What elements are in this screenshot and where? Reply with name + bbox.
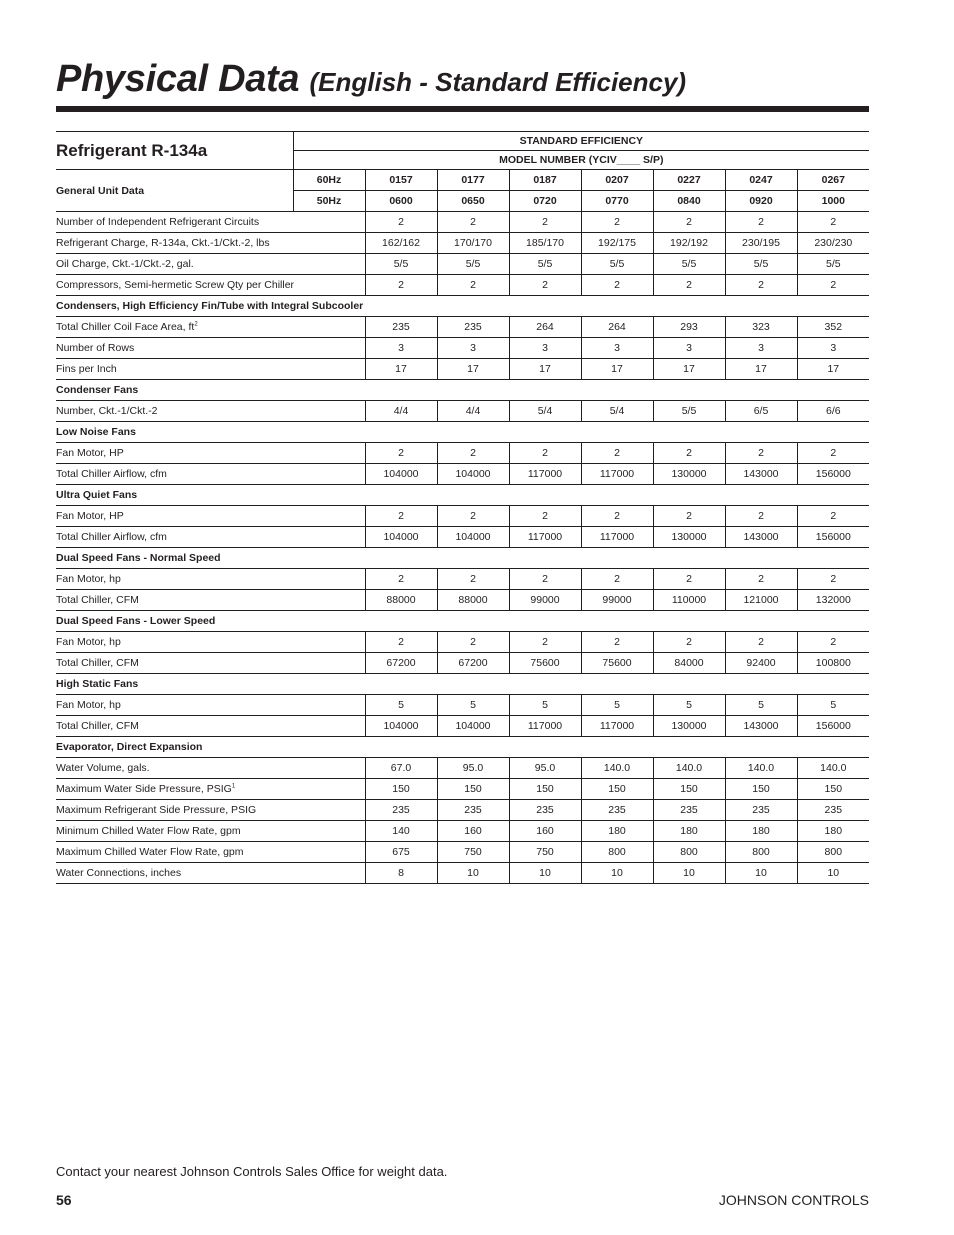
table-row (56, 254, 869, 275)
brand-name: JOHNSON CONTROLS (718, 1192, 869, 1208)
value-cell: 2 (365, 212, 437, 233)
value-cell: 110000 (653, 590, 725, 611)
section-row (56, 737, 869, 758)
model-60-cell: 0207 (581, 170, 653, 191)
value-cell: 2 (797, 212, 869, 233)
value-cell: 800 (581, 842, 653, 863)
section-row (56, 548, 869, 569)
value-cell: 5/4 (509, 401, 581, 422)
value-cell: 117000 (509, 464, 581, 485)
value-cell: 130000 (653, 527, 725, 548)
value-cell: 117000 (581, 527, 653, 548)
value-cell: 2 (725, 443, 797, 464)
value-cell: 180 (797, 821, 869, 842)
row-label: Maximum Water Side Pressure, PSIG (56, 783, 232, 795)
value-cell: 2 (365, 569, 437, 590)
row-label-cell (56, 821, 365, 842)
table-row (56, 359, 869, 380)
value-cell: 160 (509, 821, 581, 842)
section-row (56, 485, 869, 506)
value-cell: 117000 (509, 716, 581, 737)
value-cell: 2 (437, 275, 509, 296)
row-label: Total Chiller Airflow, cfm (56, 468, 167, 480)
row-label-cell (56, 464, 365, 485)
value-cell: 5/5 (509, 254, 581, 275)
value-cell: 264 (581, 317, 653, 338)
footnote-marker: 1 (231, 783, 236, 790)
row-label: Total Chiller Airflow, cfm (56, 531, 167, 543)
value-cell: 150 (365, 779, 437, 800)
table-row (56, 632, 869, 653)
value-cell: 8 (365, 863, 437, 884)
value-cell: 2 (365, 632, 437, 653)
value-cell: 2 (437, 443, 509, 464)
row-label-cell (56, 233, 365, 254)
value-cell: 2 (509, 275, 581, 296)
table-row (56, 527, 869, 548)
row-label: Fan Motor, hp (56, 699, 121, 711)
row-label: Fan Motor, hp (56, 636, 121, 648)
value-cell: 4/4 (365, 401, 437, 422)
row-label-cell (56, 506, 365, 527)
row-label: Fan Motor, HP (56, 510, 124, 522)
table-row (56, 590, 869, 611)
value-cell: 750 (509, 842, 581, 863)
model-60-cell: 0267 (797, 170, 869, 191)
row-label-cell (56, 212, 365, 233)
value-cell: 75600 (581, 653, 653, 674)
row-label: Oil Charge, Ckt.-1/Ckt.-2, gal. (56, 258, 194, 270)
value-cell: 235 (653, 800, 725, 821)
page-title-main: Physical Data (56, 58, 300, 100)
section-row (56, 674, 869, 695)
value-cell: 3 (509, 338, 581, 359)
value-cell: 2 (797, 275, 869, 296)
value-cell: 2 (581, 275, 653, 296)
value-cell: 140.0 (797, 758, 869, 779)
general-unit-data-label: General Unit Data (56, 170, 293, 212)
value-cell: 2 (509, 506, 581, 527)
value-cell: 2 (581, 569, 653, 590)
value-cell: 100800 (797, 653, 869, 674)
value-cell: 67.0 (365, 758, 437, 779)
row-label: Total Chiller Coil Face Area, ft (56, 321, 195, 333)
value-cell: 140.0 (725, 758, 797, 779)
value-cell: 17 (653, 359, 725, 380)
table-body (56, 132, 869, 884)
value-cell: 180 (725, 821, 797, 842)
model-50-cell: 0840 (653, 191, 725, 212)
row-label-cell (56, 359, 365, 380)
value-cell: 235 (797, 800, 869, 821)
header-row-60hz (56, 170, 869, 191)
value-cell: 150 (581, 779, 653, 800)
table-row (56, 338, 869, 359)
model-50-cell: 1000 (797, 191, 869, 212)
table-row (56, 800, 869, 821)
value-cell: 104000 (437, 464, 509, 485)
table-row (56, 212, 869, 233)
value-cell: 117000 (509, 527, 581, 548)
value-cell: 17 (365, 359, 437, 380)
table-row (56, 842, 869, 863)
value-cell: 150 (509, 779, 581, 800)
row-label-cell (56, 401, 365, 422)
value-cell: 2 (509, 212, 581, 233)
row-label: Number of Rows (56, 342, 135, 354)
value-cell: 2 (581, 506, 653, 527)
value-cell: 156000 (797, 464, 869, 485)
value-cell: 2 (365, 443, 437, 464)
section-label: Ultra Quiet Fans (56, 485, 869, 506)
section-label: Dual Speed Fans - Normal Speed (56, 548, 869, 569)
row-label-cell (56, 779, 365, 800)
row-label-cell (56, 569, 365, 590)
value-cell: 192/175 (581, 233, 653, 254)
value-cell: 2 (725, 275, 797, 296)
value-cell: 2 (437, 212, 509, 233)
section-label: High Static Fans (56, 674, 869, 695)
value-cell: 2 (509, 443, 581, 464)
value-cell: 2 (653, 506, 725, 527)
row-label-cell (56, 842, 365, 863)
value-cell: 352 (797, 317, 869, 338)
value-cell: 117000 (581, 464, 653, 485)
value-cell: 2 (653, 569, 725, 590)
value-cell: 2 (653, 212, 725, 233)
value-cell: 143000 (725, 527, 797, 548)
value-cell: 4/4 (437, 401, 509, 422)
row-label: Fan Motor, hp (56, 573, 121, 585)
value-cell: 6/5 (725, 401, 797, 422)
model-50-cell: 0770 (581, 191, 653, 212)
value-cell: 130000 (653, 716, 725, 737)
value-cell: 162/162 (365, 233, 437, 254)
title-rule (56, 106, 869, 112)
row-label: Minimum Chilled Water Flow Rate, gpm (56, 825, 241, 837)
value-cell: 95.0 (509, 758, 581, 779)
table-row (56, 569, 869, 590)
section-label: Evaporator, Direct Expansion (56, 737, 869, 758)
refrigerant-label: Refrigerant R-134a (56, 132, 293, 170)
page-title-sub: (English - Standard Efficiency) (309, 67, 687, 97)
value-cell: 2 (581, 632, 653, 653)
page-number: 56 (56, 1192, 72, 1208)
value-cell: 2 (437, 632, 509, 653)
section-label: Condensers, High Efficiency Fin/Tube with Integral Subcooler (56, 296, 869, 317)
value-cell: 10 (653, 863, 725, 884)
value-cell: 5 (365, 695, 437, 716)
value-cell: 235 (437, 800, 509, 821)
row-label-cell (56, 800, 365, 821)
value-cell: 117000 (581, 716, 653, 737)
value-cell: 264 (509, 317, 581, 338)
value-cell: 2 (365, 275, 437, 296)
value-cell: 10 (797, 863, 869, 884)
value-cell: 140 (365, 821, 437, 842)
value-cell: 75600 (509, 653, 581, 674)
section-row (56, 611, 869, 632)
row-label: Maximum Refrigerant Side Pressure, PSIG (56, 804, 257, 816)
value-cell: 5 (725, 695, 797, 716)
row-label: Compressors, Semi-hermetic Screw Qty per Chiller (56, 279, 295, 291)
value-cell: 150 (437, 779, 509, 800)
model-50-cell: 0600 (365, 191, 437, 212)
value-cell: 2 (365, 506, 437, 527)
value-cell: 2 (725, 506, 797, 527)
row-label: Water Volume, gals. (56, 762, 150, 774)
table-row (56, 695, 869, 716)
value-cell: 17 (797, 359, 869, 380)
section-label: Condenser Fans (56, 380, 869, 401)
value-cell: 2 (437, 506, 509, 527)
row-label: Fan Motor, HP (56, 447, 124, 459)
table-row (56, 233, 869, 254)
value-cell: 5/5 (725, 254, 797, 275)
value-cell: 88000 (365, 590, 437, 611)
table-row (56, 653, 869, 674)
value-cell: 323 (725, 317, 797, 338)
table-row (56, 506, 869, 527)
row-label: Refrigerant Charge, R-134a, Ckt.-1/Ckt.-2, lbs (56, 237, 270, 249)
page-title (56, 56, 686, 105)
value-cell: 192/192 (653, 233, 725, 254)
value-cell: 10 (725, 863, 797, 884)
footnote-marker: 2 (194, 321, 198, 328)
row-label: Maximum Chilled Water Flow Rate, gpm (56, 846, 244, 858)
value-cell: 235 (365, 800, 437, 821)
value-cell: 104000 (437, 527, 509, 548)
value-cell: 800 (725, 842, 797, 863)
value-cell: 88000 (437, 590, 509, 611)
value-cell: 140.0 (653, 758, 725, 779)
model-60-cell: 0247 (725, 170, 797, 191)
value-cell: 5/5 (365, 254, 437, 275)
value-cell: 104000 (437, 716, 509, 737)
row-label-cell (56, 716, 365, 737)
value-cell: 5 (653, 695, 725, 716)
row-label: Fins per Inch (56, 363, 117, 375)
value-cell: 5 (509, 695, 581, 716)
value-cell: 17 (725, 359, 797, 380)
row-label: Total Chiller, CFM (56, 657, 139, 669)
value-cell: 5/5 (653, 254, 725, 275)
value-cell: 104000 (365, 716, 437, 737)
value-cell: 17 (509, 359, 581, 380)
row-label: Number of Independent Refrigerant Circuits (56, 216, 260, 228)
table-row (56, 758, 869, 779)
value-cell: 2 (581, 212, 653, 233)
model-50-cell: 0920 (725, 191, 797, 212)
row-label-cell (56, 338, 365, 359)
row-label-cell (56, 632, 365, 653)
value-cell: 800 (797, 842, 869, 863)
value-cell: 170/170 (437, 233, 509, 254)
model-60-cell: 0177 (437, 170, 509, 191)
value-cell: 10 (581, 863, 653, 884)
value-cell: 160 (437, 821, 509, 842)
value-cell: 130000 (653, 464, 725, 485)
footer-note: Contact your nearest Johnson Controls Sales Office for weight data. (56, 1164, 448, 1179)
value-cell: 17 (437, 359, 509, 380)
value-cell: 5 (797, 695, 869, 716)
model-header: MODEL NUMBER (YCIV____ S/P) (293, 151, 869, 170)
section-label: Low Noise Fans (56, 422, 869, 443)
value-cell: 143000 (725, 464, 797, 485)
value-cell: 5/5 (653, 401, 725, 422)
value-cell: 3 (365, 338, 437, 359)
value-cell: 2 (797, 506, 869, 527)
value-cell: 5/5 (437, 254, 509, 275)
value-cell: 675 (365, 842, 437, 863)
hz60-label: 60Hz (293, 170, 365, 191)
model-60-cell: 0157 (365, 170, 437, 191)
row-label-cell (56, 317, 365, 338)
value-cell: 293 (653, 317, 725, 338)
value-cell: 67200 (437, 653, 509, 674)
value-cell: 5 (437, 695, 509, 716)
row-label-cell (56, 653, 365, 674)
value-cell: 2 (797, 569, 869, 590)
group-header: STANDARD EFFICIENCY (293, 132, 869, 151)
table-row (56, 779, 869, 800)
hz50-label: 50Hz (293, 191, 365, 212)
value-cell: 2 (797, 632, 869, 653)
value-cell: 180 (653, 821, 725, 842)
value-cell: 3 (725, 338, 797, 359)
value-cell: 3 (797, 338, 869, 359)
physical-data-table (56, 131, 869, 884)
value-cell: 2 (509, 569, 581, 590)
value-cell: 235 (437, 317, 509, 338)
model-50-cell: 0650 (437, 191, 509, 212)
value-cell: 2 (437, 569, 509, 590)
row-label-cell (56, 758, 365, 779)
section-label: Dual Speed Fans - Lower Speed (56, 611, 869, 632)
value-cell: 6/6 (797, 401, 869, 422)
value-cell: 2 (725, 632, 797, 653)
value-cell: 104000 (365, 464, 437, 485)
value-cell: 156000 (797, 716, 869, 737)
value-cell: 235 (509, 800, 581, 821)
value-cell: 5 (581, 695, 653, 716)
value-cell: 5/4 (581, 401, 653, 422)
value-cell: 230/230 (797, 233, 869, 254)
table-row (56, 443, 869, 464)
row-label-cell (56, 275, 365, 296)
value-cell: 3 (581, 338, 653, 359)
table-row (56, 821, 869, 842)
value-cell: 99000 (581, 590, 653, 611)
row-label: Number, Ckt.-1/Ckt.-2 (56, 405, 158, 417)
value-cell: 235 (365, 317, 437, 338)
row-label-cell (56, 443, 365, 464)
row-label-cell (56, 527, 365, 548)
row-label-cell (56, 590, 365, 611)
header-row-group (56, 132, 869, 151)
value-cell: 800 (653, 842, 725, 863)
value-cell: 150 (797, 779, 869, 800)
value-cell: 3 (437, 338, 509, 359)
value-cell: 235 (725, 800, 797, 821)
value-cell: 104000 (365, 527, 437, 548)
value-cell: 10 (437, 863, 509, 884)
row-label-cell (56, 695, 365, 716)
value-cell: 92400 (725, 653, 797, 674)
table-row (56, 317, 869, 338)
value-cell: 99000 (509, 590, 581, 611)
row-label: Water Connections, inches (56, 867, 182, 879)
value-cell: 5/5 (581, 254, 653, 275)
value-cell: 67200 (365, 653, 437, 674)
value-cell: 185/170 (509, 233, 581, 254)
value-cell: 10 (509, 863, 581, 884)
value-cell: 2 (797, 443, 869, 464)
table-row (56, 863, 869, 884)
value-cell: 2 (725, 569, 797, 590)
value-cell: 95.0 (437, 758, 509, 779)
value-cell: 2 (581, 443, 653, 464)
value-cell: 150 (725, 779, 797, 800)
value-cell: 17 (581, 359, 653, 380)
model-60-cell: 0187 (509, 170, 581, 191)
table-row (56, 716, 869, 737)
value-cell: 5/5 (797, 254, 869, 275)
row-label: Total Chiller, CFM (56, 720, 139, 732)
value-cell: 84000 (653, 653, 725, 674)
value-cell: 121000 (725, 590, 797, 611)
value-cell: 750 (437, 842, 509, 863)
value-cell: 230/195 (725, 233, 797, 254)
table-row (56, 401, 869, 422)
section-row (56, 296, 869, 317)
value-cell: 2 (509, 632, 581, 653)
model-50-cell: 0720 (509, 191, 581, 212)
model-60-cell: 0227 (653, 170, 725, 191)
value-cell: 2 (725, 212, 797, 233)
value-cell: 2 (653, 632, 725, 653)
value-cell: 235 (581, 800, 653, 821)
value-cell: 140.0 (581, 758, 653, 779)
row-label: Total Chiller, CFM (56, 594, 139, 606)
value-cell: 2 (653, 443, 725, 464)
table-row (56, 464, 869, 485)
value-cell: 143000 (725, 716, 797, 737)
row-label-cell (56, 863, 365, 884)
value-cell: 150 (653, 779, 725, 800)
row-label-cell (56, 254, 365, 275)
value-cell: 180 (581, 821, 653, 842)
section-row (56, 380, 869, 401)
section-row (56, 422, 869, 443)
value-cell: 3 (653, 338, 725, 359)
value-cell: 2 (653, 275, 725, 296)
value-cell: 156000 (797, 527, 869, 548)
value-cell: 132000 (797, 590, 869, 611)
table-row (56, 275, 869, 296)
